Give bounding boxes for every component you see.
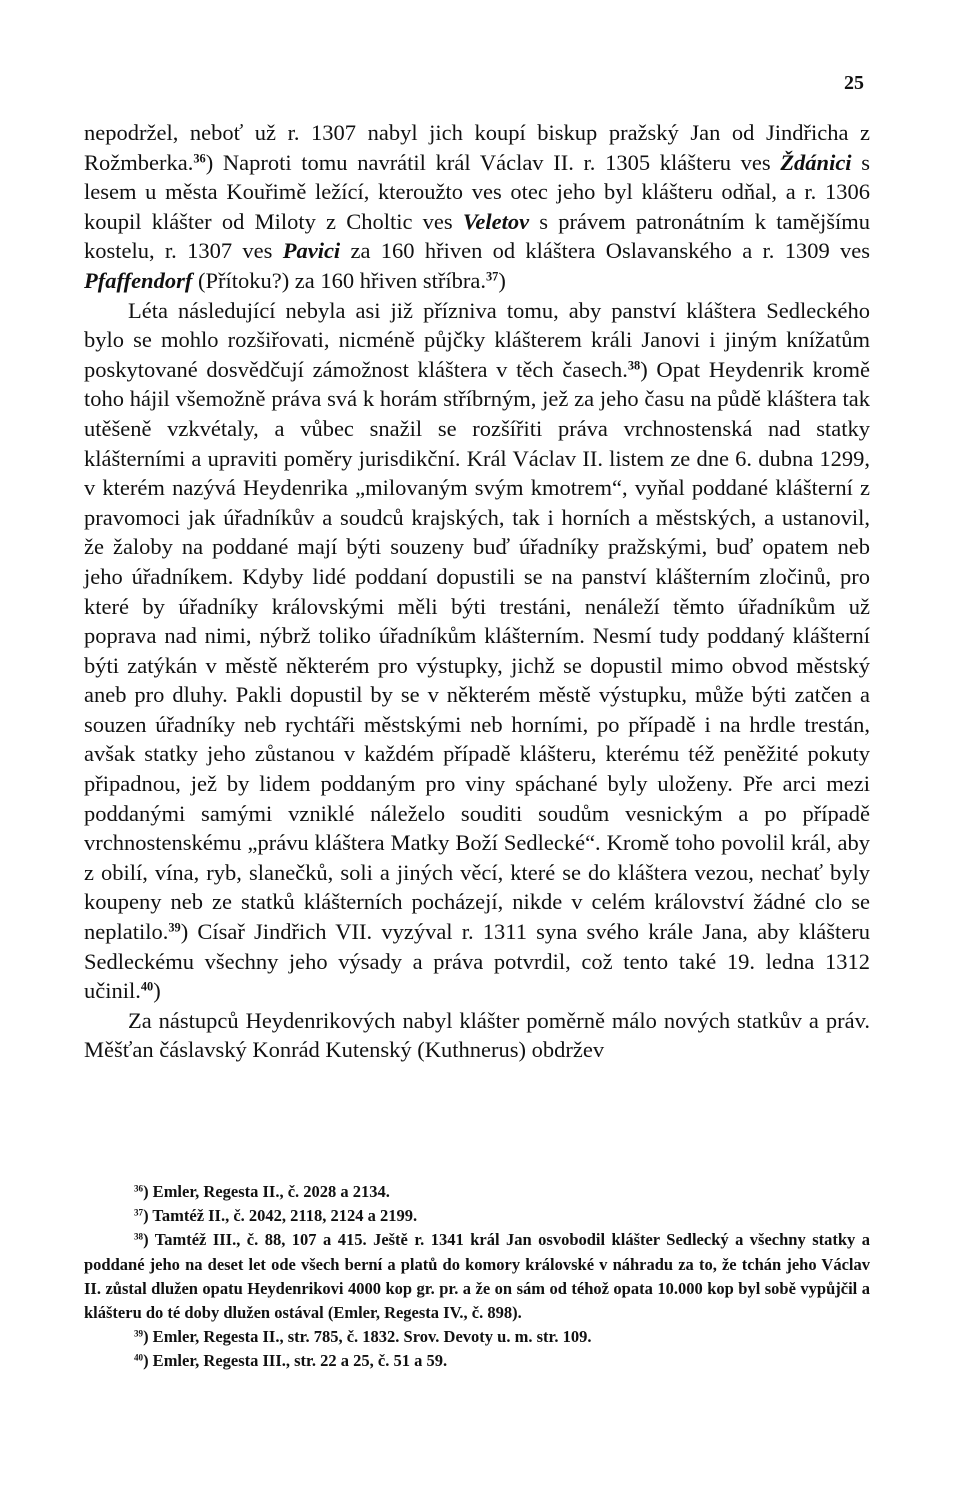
text-segment: ) Opat Heydenrik kromě toho hájil všemožně práva svá k horám stříbrným, jež za jeho času na půdě kláštera tak utěšeně vzkvétaly, a vůbec snažil se rozšířiti práva vrchnostenská nad statky klášterními a upraviti poměry jurisdikční. Král Václav II. listem ze dne 6. dubna 1299, v kterém nazývá Heydenrika „milovaným svým kmotrem“, vyňal poddané klášterní z pravomoci jak úřadníkův a soudců krajských, tak i horních a městských, a ustanovil, že žaloby na poddané mají býti souzeny buď úřadníky pražskými, buď opatem neb jeho úřadníkem. Kdyby lidé poddaní dopustili se na panství klášterním zločinů, pro které by úřadníky královskými měli býti trestáni, nenáleží těmto úřadníkům už poprava nad nimi, nýbrž toliko úřadníkům klášterním. Nesmí tudy poddaný klášterní býti zatýkán v městě některém pro výstupky, jichž se dopustil mimo obvod městský aneb pro dluhy. Pakli dopustil by se v některém městě výstupku, může býti zatčen a souzen úřadníky neb rychtáři městskými neb horními, po případě i na hrdle trestán, avšak statky jeho zůstanou v každém případě klášteru, kterému též peněžité pokuty připadnou, jež by lidem poddaným pro viny spáchané byly uloženy. Pře arci mezi poddanými samými vzniklé náleželo souditi soudům vesnickým a po případě vrchnostenskému „právu kláštera Matky Boží Sedlecké“. Kromě toho povolil král, aby z obilí, vína, ryb, slanečků, soli a jiných věcí, které se do kláštera vezou, nechať byly koupeny neb ze statků klášterních pocházejí, nikde v celém království žádné clo se neplatilo. bbox=[84, 356, 870, 945]
footnote-reference[interactable]: 39 bbox=[168, 920, 181, 935]
place-name: Veletov bbox=[462, 208, 530, 234]
footnote-reference[interactable]: 37 bbox=[486, 269, 499, 284]
text-segment: za 160 hřiven od kláštera Oslavanského a r. 1309 ves bbox=[340, 238, 870, 264]
footnote bbox=[84, 1204, 870, 1228]
text-segment: nepodržel, neboť už r. 1307 nabyl jich koupí biskup pražský Jan od Jindřicha z Rožmberka. bbox=[84, 120, 870, 175]
place-name: Pfaffendorf bbox=[84, 267, 193, 293]
footnote bbox=[84, 1325, 870, 1349]
footnote-reference[interactable]: 38 bbox=[627, 358, 641, 373]
footnote-mark: 38 bbox=[134, 1231, 144, 1242]
page-number: 25 bbox=[844, 72, 864, 94]
body-paragraph bbox=[84, 1006, 870, 1065]
text-segment: s právem patronátním k tamějšímu kostelu, r. 1307 ves bbox=[84, 208, 870, 264]
place-name: Ždánici bbox=[780, 149, 852, 175]
text-segment: ) bbox=[498, 267, 506, 293]
footnote-text: ) Tamtéž III., č. 88, 107 a 415. Ještě r. 1341 král Jan osvobodil klášter Sedlecký a všechny statky a poddané jeho na deset let ode všech berní a platů do komory královské v náhradu za to, že tchán jeho Václav II. zůstal dlužen opatu Heydenrikovi 4000 kop gr. pr. a že on sám od téhož opata 10.000 kop byl sobě vypůjčil a klášteru do té doby dlužen ostával (Emler, Regesta IV., č. 898). bbox=[84, 1230, 870, 1323]
body-paragraph bbox=[84, 118, 870, 296]
text-segment: ) Císař Jindřich VII. vyzýval r. 1311 syna svého krále Jana, aby klášteru Sedleckému všechny jeho výsady a práva potvrdil, což tento také 19. ledna 1312 učinil. bbox=[84, 919, 870, 1004]
main-text bbox=[84, 118, 870, 1065]
footnote-reference[interactable]: 40 bbox=[140, 979, 154, 994]
text-segment: ) Naproti tomu navrátil král Václav II. r. 1305 klášteru ves bbox=[205, 149, 781, 175]
text-segment: ) bbox=[153, 978, 161, 1004]
footnote-text: ) Emler, Regesta II., č. 2028 a 2134. bbox=[143, 1182, 390, 1201]
body-paragraph bbox=[84, 296, 870, 1006]
text-segment: (Přítoku?) za 160 hřiven stříbra. bbox=[192, 267, 486, 293]
footnote-mark: 40 bbox=[134, 1352, 144, 1363]
footnote-mark: 37 bbox=[134, 1207, 144, 1218]
footnote bbox=[84, 1349, 870, 1373]
footnote-text: ) Emler, Regesta II., str. 785, č. 1832. Srov. Devoty u. m. str. 109. bbox=[143, 1327, 592, 1347]
text-segment: Léta následující nebyla asi již přízniva tomu, aby panství kláštera Sedleckého bylo se mohlo rozšiřovati, nicméně půjčky klášterem králi Janovi i jiným knížatům poskytované dosvědčují zámožnost kláštera v těch časech. bbox=[84, 297, 870, 382]
footnote-mark: 36 bbox=[134, 1183, 144, 1194]
footnote-mark: 39 bbox=[134, 1328, 144, 1339]
footnote-text: ) Tamtéž II., č. 2042, 2118, 2124 a 2199. bbox=[143, 1206, 418, 1226]
text-segment: s lesem u města Kouřimě ležící, kteroužto ves otec jeho byl klášteru odňal, a r. 1306 koupil klášter od Miloty z Choltic ves bbox=[84, 149, 870, 234]
text-segment: Za nástupců Heydenrikových nabyl klášter poměrně málo nových statkův a práv. Měšťan čáslavský Konrád Kutenský (Kuthnerus) obdržev bbox=[84, 1007, 870, 1063]
footnotes bbox=[84, 1180, 870, 1374]
footnote bbox=[84, 1180, 870, 1204]
footnote-reference[interactable]: 36 bbox=[193, 151, 206, 166]
footnote bbox=[84, 1228, 870, 1325]
place-name: Pavici bbox=[282, 238, 341, 264]
footnote-text: ) Emler, Regesta III., str. 22 a 25, č. 51 a 59. bbox=[143, 1351, 448, 1371]
